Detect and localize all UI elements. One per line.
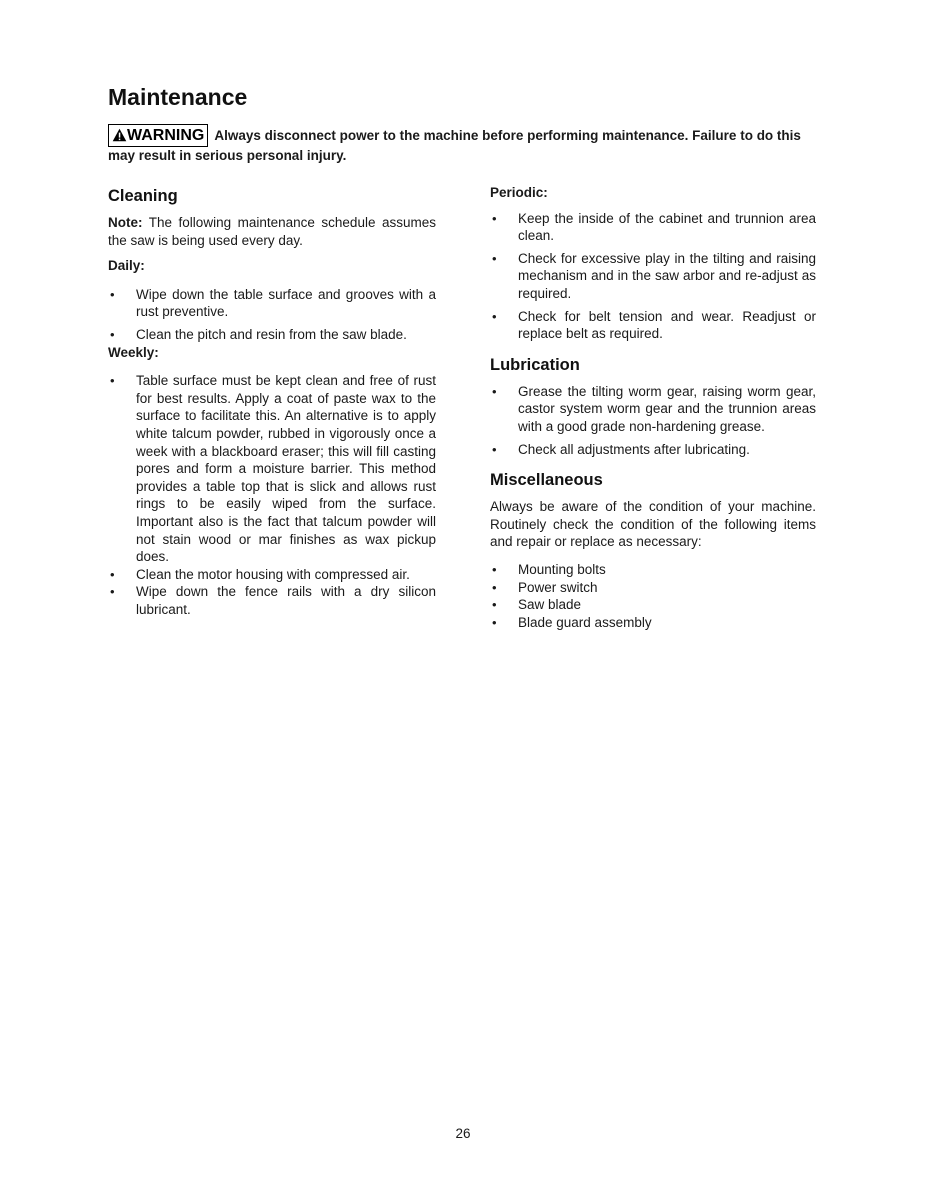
list-item: • Check all adjustments after lubricating. (490, 441, 816, 459)
note-label: Note: (108, 215, 143, 230)
list-item: • Mounting bolts (490, 561, 816, 579)
warning-text: Always disconnect power to the machine before performing maintenance. Failure to do this may result in serious personal injury. (108, 128, 801, 163)
periodic-list (490, 210, 816, 343)
right-column (490, 184, 816, 631)
page-title: Maintenance (108, 84, 248, 110)
list-item: • Wipe down the table surface and grooves with a rust preventive. (108, 286, 436, 321)
warning-triangle-icon (112, 128, 127, 142)
cleaning-note (108, 214, 436, 249)
page-number: 26 (455, 1126, 471, 1141)
list-item: • Clean the motor housing with compressed air. (108, 566, 436, 584)
list-item: • Clean the pitch and resin from the saw blade. (108, 326, 436, 344)
lubrication-heading: Lubrication (490, 355, 580, 374)
weekly-label: Weekly: (108, 344, 159, 360)
note-text: The following maintenance schedule assumes the saw is being used every day. (108, 215, 436, 248)
list-item: • Wipe down the fence rails with a dry silicon lubricant. (108, 583, 436, 618)
warning-badge (108, 124, 208, 147)
list-item: • Check for belt tension and wear. Readjust or replace belt as required. (490, 308, 816, 343)
list-item: • Grease the tilting worm gear, raising worm gear, castor system worm gear and the trunnion areas with a good grade non-hardening grease. (490, 383, 816, 436)
list-item: • Keep the inside of the cabinet and trunnion area clean. (490, 210, 816, 245)
miscellaneous-list (490, 561, 816, 631)
left-column (108, 184, 436, 618)
list-item: • Blade guard assembly (490, 614, 816, 632)
list-item: • Check for excessive play in the tilting and raising mechanism and in the saw arbor and re-adjust as required. (490, 250, 816, 303)
cleaning-heading: Cleaning (108, 187, 178, 205)
miscellaneous-heading: Miscellaneous (490, 471, 603, 490)
warning-badge-label: WARNING (127, 127, 205, 144)
daily-list (108, 286, 436, 344)
list-item: • Saw blade (490, 596, 816, 614)
miscellaneous-intro: Always be aware of the condition of your machine. Routinely check the condition of the following items and repair or replace as necessary: (490, 499, 816, 550)
list-item: • Table surface must be kept clean and free of rust for best results. Apply a coat of paste wax to the surface to facilitate this. An alternative is to apply white talcum powder, rubbed in vigorously once a week with a blackboard eraser; this will fill casting pores and form a moisture barrier. This method provides a table top that is slick and allows rust rings to be easily wiped from the surface. Important also is the fact that talcum powder will not stain wood or mar finishes as wax pickup does. (108, 372, 436, 566)
lubrication-list (490, 383, 816, 458)
warning-notice (108, 124, 818, 164)
daily-label: Daily: (108, 258, 145, 274)
periodic-label: Periodic: (490, 185, 548, 200)
list-item: • Power switch (490, 579, 816, 597)
weekly-list (108, 372, 436, 618)
